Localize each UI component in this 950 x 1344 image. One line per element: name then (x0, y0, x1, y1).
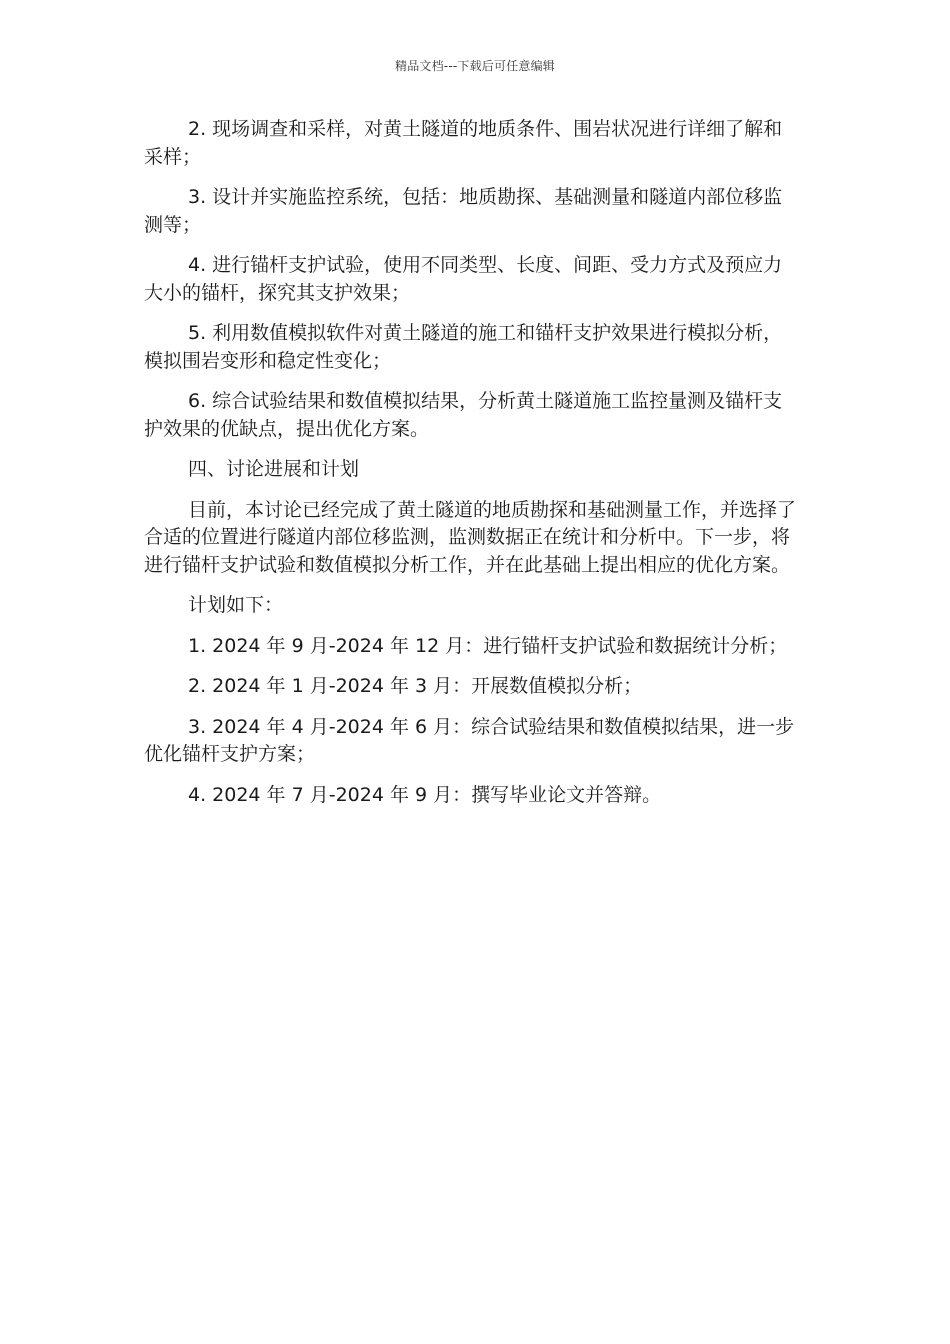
page-header: 精品文档---下载后可任意编辑 (395, 59, 555, 73)
step-item-3: 3. 设计并实施监控系统，包括：地质勘探、基础测量和隧道内部位移监测等； (144, 186, 783, 236)
plan-item-1: 1. 2024 年 9 月-2024 年 12 月：进行锚杆支护试验和数据统计分析； (188, 634, 788, 657)
progress-paragraph: 目前，本讨论已经完成了黄土隧道的地质勘探和基础测量工作，并选择了合适的位置进行隧道内部位移监测，监测数据正在统计和分析中。下一步，将进行锚杆支护试验和数值模拟分析工作，并在此基础上提出相应的优化方案。 (144, 498, 797, 576)
plan-intro: 计划如下： (188, 594, 284, 616)
step-item-4: 4. 进行锚杆支护试验，使用不同类型、长度、间距、受力方式及预应力大小的锚杆，探究其支护效果； (144, 254, 783, 304)
step-item-6: 6. 综合试验结果和数值模拟结果，分析黄土隧道施工监控量测及锚杆支护效果的优缺点，提出优化方案。 (144, 390, 783, 440)
document-body (144, 116, 800, 822)
step-item-2: 2. 现场调查和采样，对黄土隧道的地质条件、围岩状况进行详细了解和采样； (144, 118, 783, 168)
step-item-5: 5. 利用数值模拟软件对黄土隧道的施工和锚杆支护效果进行模拟分析，模拟围岩变形和稳定性变化； (144, 322, 783, 372)
plan-item-2: 2. 2024 年 1 月-2024 年 3 月：开展数值模拟分析； (188, 675, 643, 697)
section-heading: 四、讨论进展和计划 (188, 458, 360, 480)
plan-item-3: 3. 2024 年 4 月-2024 年 6 月：综合试验结果和数值模拟结果，进一步优化锚杆支护方案； (144, 715, 795, 765)
plan-item-4: 4. 2024 年 7 月-2024 年 9 月：撰写毕业论文并答辩。 (188, 783, 662, 806)
